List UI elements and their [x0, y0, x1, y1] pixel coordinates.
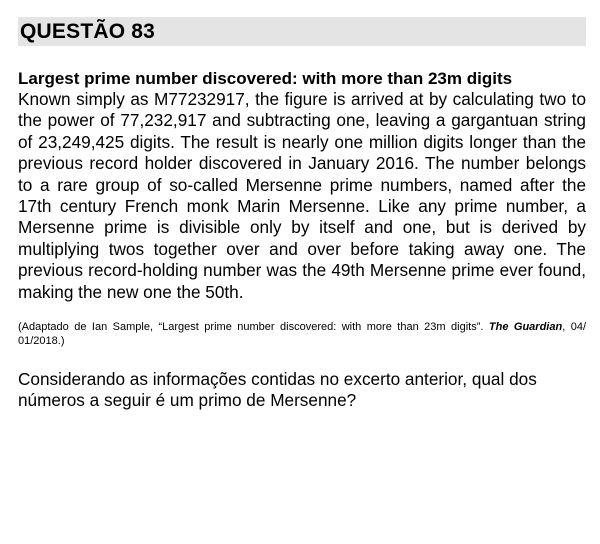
citation: [18, 320, 586, 348]
question-header: QUESTÃO 83: [18, 17, 586, 46]
citation-suffix: , 04/ 01/2018.): [18, 321, 587, 348]
article-body: Known simply as M77232917, the figure is arrived at by calculating two to the power of 77,232,917 and subtracting one, leaving a gargantuan string of 23,249,425 digits. The result is nearly one million digits longer than the previous record holder discovered in January 2016. The number belongs to a rare group of so-called Mersenne prime numbers, named after the 17th century French monk Marin Mersenne. Like any prime number, a Mersenne prime is divisible only by itself and one, but is derived by multiplying twos together over and over before taking away one. The previous record-holding number was the 49th Mersenne prime ever found, making the new one the 50th.: [18, 89, 586, 302]
question-prompt: Considerando as informações contidas no excerto anterior, qual dos números a seguir é um primo de Mersenne?: [18, 369, 537, 411]
article-title: Largest prime number discovered: with more than 23m digits: [18, 69, 513, 88]
question-page: [18, 17, 586, 411]
citation-prefix: (Adaptado de Ian Sample, “Largest prime number discovered: with more than 23m digits”.: [18, 321, 489, 334]
citation-source: The Guardian: [488, 321, 563, 334]
